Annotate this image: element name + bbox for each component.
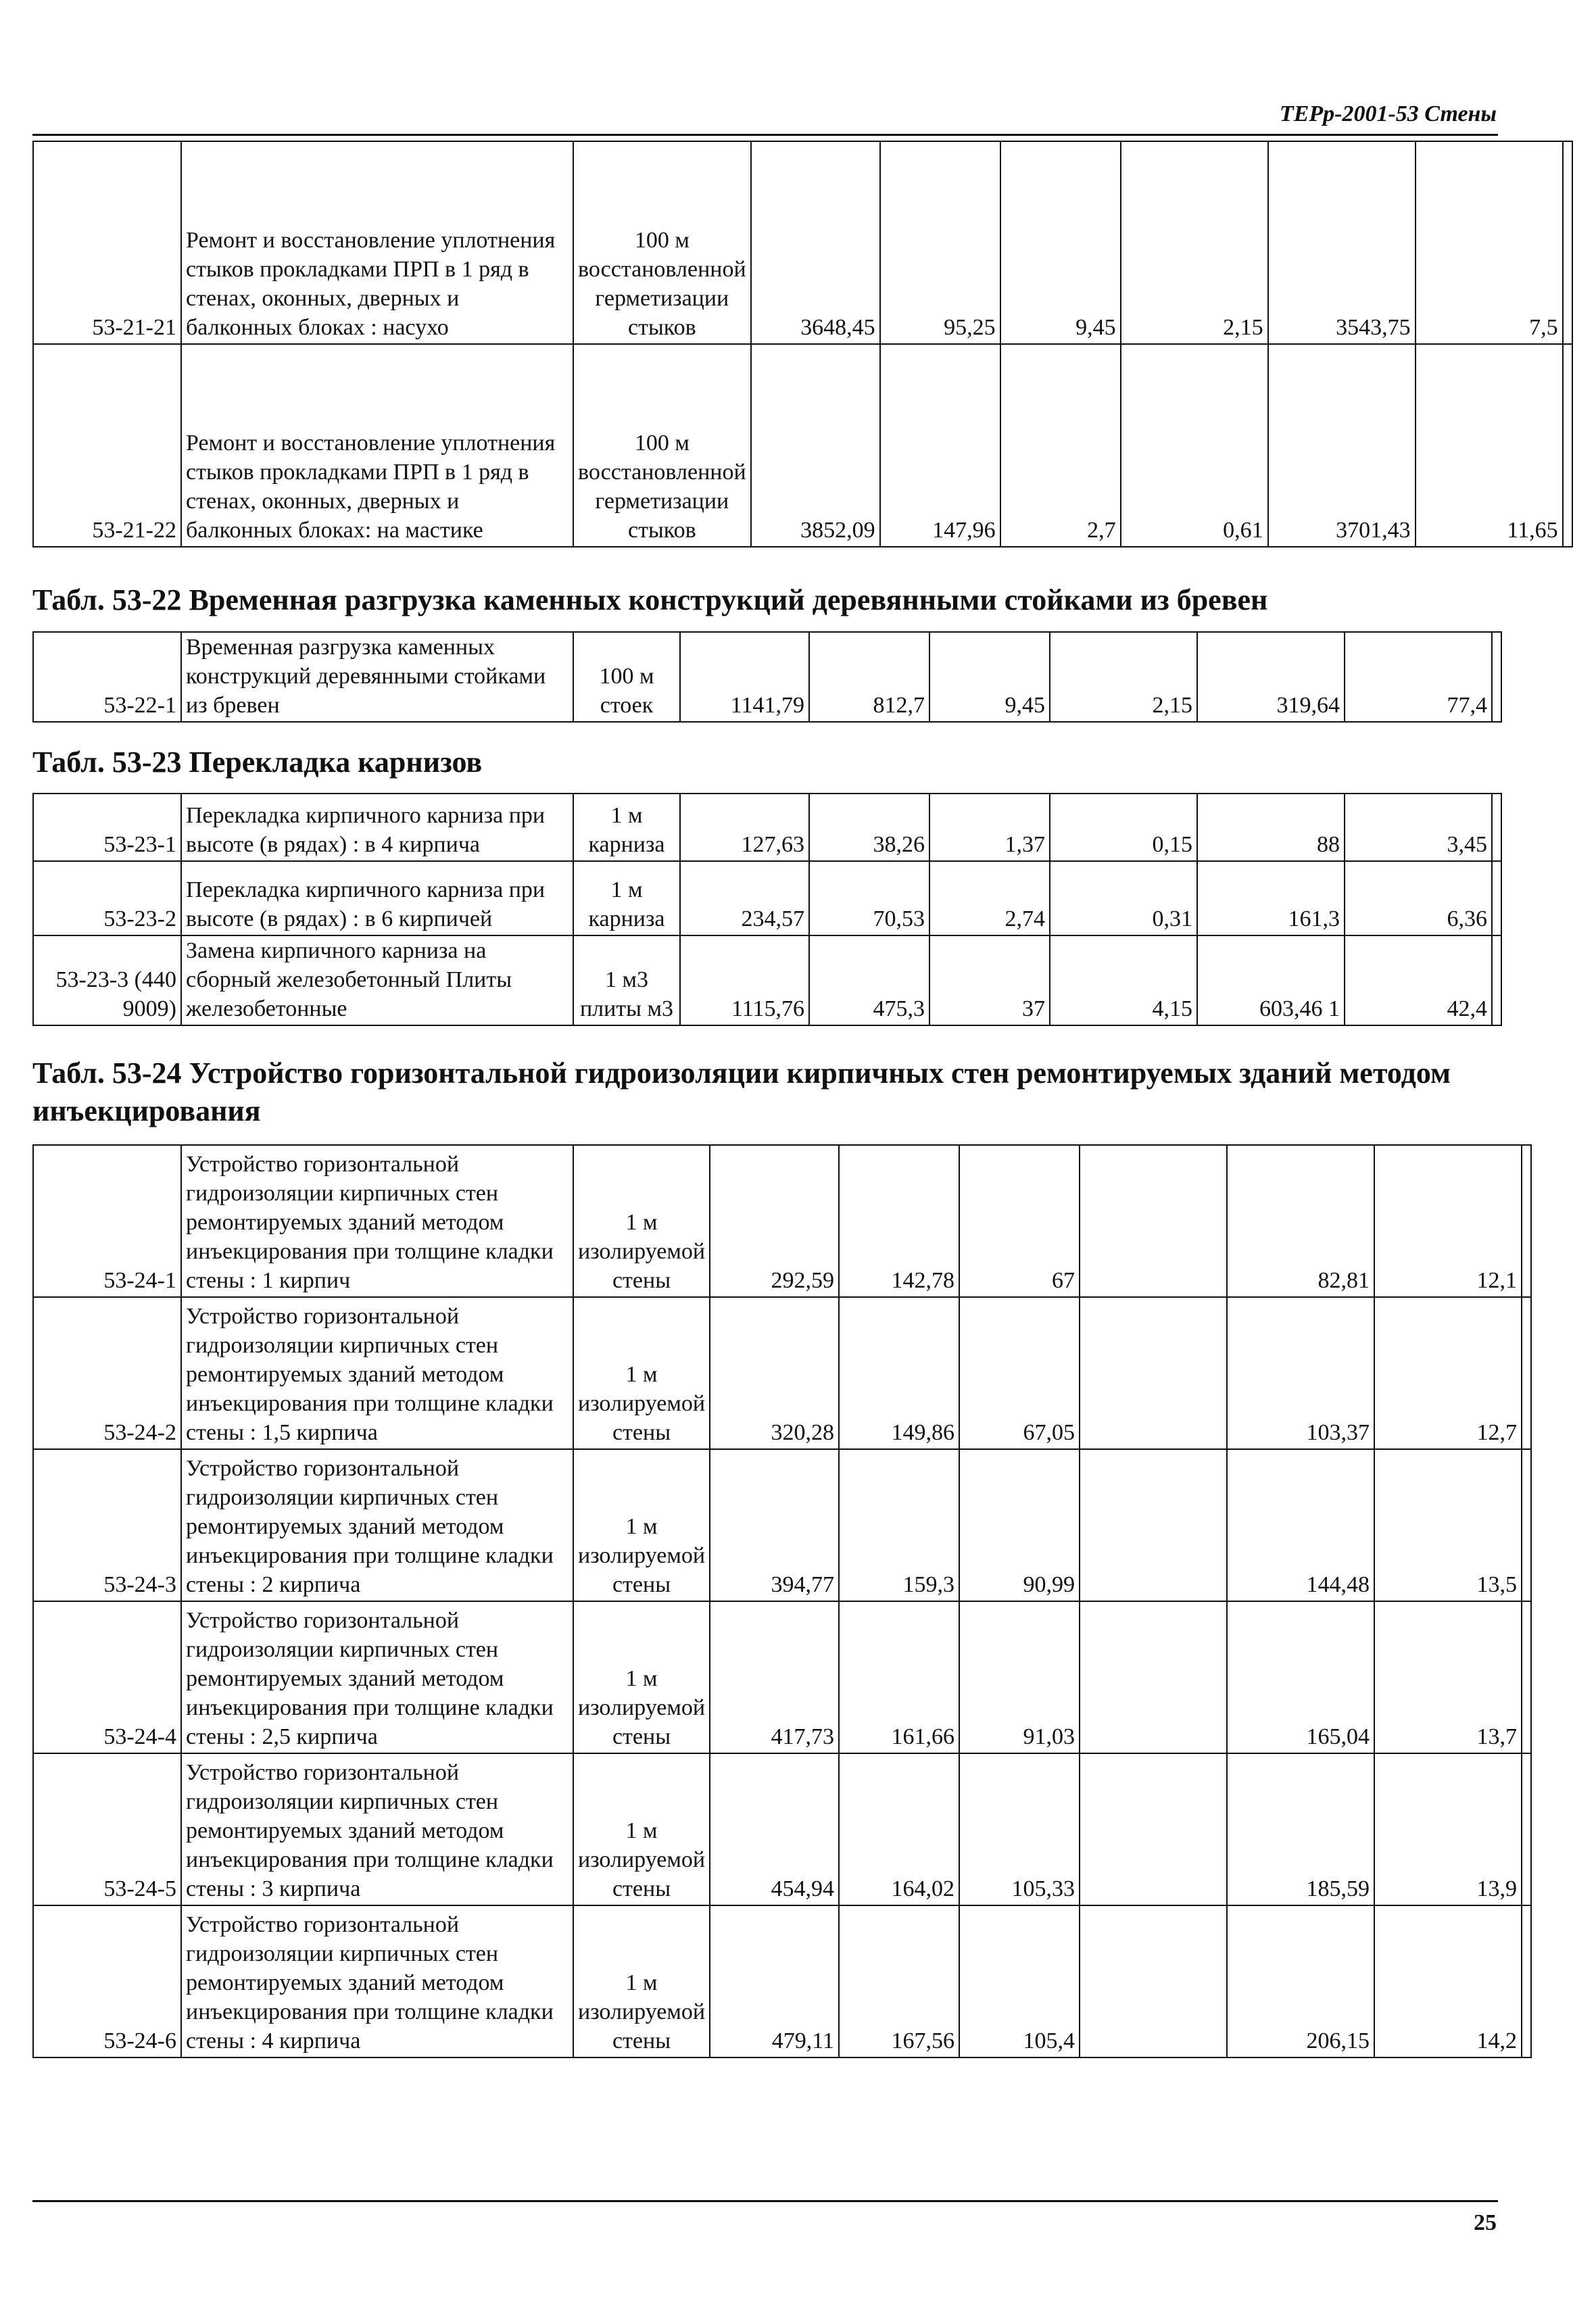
cost-materials: 206,15 bbox=[1227, 1905, 1374, 2057]
table-53-21 bbox=[32, 141, 1573, 547]
section-title-53-23: Табл. 53-23 Перекладка карнизов bbox=[32, 746, 483, 779]
cost-wages: 475,3 bbox=[809, 935, 929, 1025]
cost-machinists-wages: 0,15 bbox=[1050, 794, 1197, 861]
cost-machinists-wages bbox=[1080, 1145, 1227, 1297]
row-name: Устройство горизонтальной гидроизоляции кирпичных стен ремонтируемых зданий методом инъекцирования при толщине кладки стены : 3 кирпича bbox=[181, 1753, 573, 1905]
cost-total: 479,11 bbox=[710, 1905, 839, 2057]
cost-materials: 161,3 bbox=[1197, 861, 1345, 935]
row-unit: 1 м карниза bbox=[573, 861, 680, 935]
row-name: Перекладка кирпичного карниза при высоте (в рядах) : в 6 кирпичей bbox=[181, 861, 573, 935]
cost-machines: 67 bbox=[959, 1145, 1080, 1297]
cost-machinists-wages bbox=[1080, 1601, 1227, 1753]
footer-rule bbox=[32, 2200, 1498, 2202]
row-unit: 1 м изолируемой стены bbox=[573, 1601, 710, 1753]
table-row bbox=[33, 861, 1501, 935]
row-unit: 1 м изолируемой стены bbox=[573, 1297, 710, 1449]
labor-cost: 13,5 bbox=[1374, 1449, 1522, 1601]
cost-materials: 88 bbox=[1197, 794, 1345, 861]
cost-total: 1115,76 bbox=[680, 935, 809, 1025]
row-code: 53-23-3 (440 9009) bbox=[33, 935, 181, 1025]
labor-cost: 14,2 bbox=[1374, 1905, 1522, 2057]
cost-materials: 144,48 bbox=[1227, 1449, 1374, 1601]
table-row bbox=[33, 1753, 1531, 1905]
cost-wages: 38,26 bbox=[809, 794, 929, 861]
cost-machines: 9,45 bbox=[1000, 141, 1121, 344]
row-name: Устройство горизонтальной гидроизоляции кирпичных стен ремонтируемых зданий методом инъекцирования при толщине кладки стены : 1,5 кирпича bbox=[181, 1297, 573, 1449]
cost-machines: 9,45 bbox=[929, 632, 1050, 722]
empty-column-cell bbox=[1522, 1753, 1531, 1905]
cost-wages: 161,66 bbox=[839, 1601, 959, 1753]
empty-column-cell bbox=[1492, 861, 1501, 935]
empty-column-cell bbox=[1522, 1601, 1531, 1753]
empty-column-cell bbox=[1492, 794, 1501, 861]
empty-column-cell bbox=[1563, 344, 1572, 547]
section-title-53-22: Табл. 53-22 Временная разгрузка каменных конструкций деревянными стойками из бревен bbox=[32, 583, 1268, 616]
cost-machines: 105,33 bbox=[959, 1753, 1080, 1905]
row-name: Ремонт и восстановление уплотнения стыков прокладками ПРП в 1 ряд в стенах, оконных, дверных и балконных блоках : насухо bbox=[181, 141, 573, 344]
page-number: 25 bbox=[1474, 2210, 1497, 2235]
row-name: Устройство горизонтальной гидроизоляции кирпичных стен ремонтируемых зданий методом инъекцирования при толщине кладки стены : 1 кирпич bbox=[181, 1145, 573, 1297]
cost-total: 417,73 bbox=[710, 1601, 839, 1753]
cost-total: 234,57 bbox=[680, 861, 809, 935]
row-code: 53-24-6 bbox=[33, 1905, 181, 2057]
cost-wages: 149,86 bbox=[839, 1297, 959, 1449]
cost-materials: 165,04 bbox=[1227, 1601, 1374, 1753]
cost-wages: 147,96 bbox=[880, 344, 1000, 547]
cost-machinists-wages: 0,61 bbox=[1121, 344, 1268, 547]
cost-machines: 105,4 bbox=[959, 1905, 1080, 2057]
empty-column-cell bbox=[1522, 1145, 1531, 1297]
row-unit: 1 м карниза bbox=[573, 794, 680, 861]
empty-column-cell bbox=[1522, 1449, 1531, 1601]
table-row bbox=[33, 1601, 1531, 1753]
table-row bbox=[33, 794, 1501, 861]
labor-cost: 6,36 bbox=[1345, 861, 1492, 935]
row-name: Ремонт и восстановление уплотнения стыков прокладками ПРП в 1 ряд в стенах, оконных, дверных и балконных блоках: на мастике bbox=[181, 344, 573, 547]
row-name: Устройство горизонтальной гидроизоляции кирпичных стен ремонтируемых зданий методом инъекцирования при толщине кладки стены : 2,5 кирпича bbox=[181, 1601, 573, 1753]
row-unit: 1 м изолируемой стены bbox=[573, 1753, 710, 1905]
table-row bbox=[33, 1297, 1531, 1449]
cost-wages: 159,3 bbox=[839, 1449, 959, 1601]
cost-materials: 103,37 bbox=[1227, 1297, 1374, 1449]
cost-total: 320,28 bbox=[710, 1297, 839, 1449]
table-53-24 bbox=[32, 1144, 1532, 2058]
cost-machines: 90,99 bbox=[959, 1449, 1080, 1601]
cost-total: 3852,09 bbox=[751, 344, 880, 547]
cost-machines: 91,03 bbox=[959, 1601, 1080, 1753]
cost-materials: 603,46 1 bbox=[1197, 935, 1345, 1025]
empty-column-cell bbox=[1563, 141, 1572, 344]
row-code: 53-23-2 bbox=[33, 861, 181, 935]
cost-machines: 2,7 bbox=[1000, 344, 1121, 547]
table-53-22 bbox=[32, 631, 1502, 723]
labor-cost: 77,4 bbox=[1345, 632, 1492, 722]
cost-wages: 812,7 bbox=[809, 632, 929, 722]
row-name: Временная разгрузка каменных конструкций деревянными стойками из бревен bbox=[181, 632, 573, 722]
cost-machinists-wages bbox=[1080, 1905, 1227, 2057]
empty-column-cell bbox=[1522, 1905, 1531, 2057]
empty-column-cell bbox=[1522, 1297, 1531, 1449]
labor-cost: 12,7 bbox=[1374, 1297, 1522, 1449]
labor-cost: 11,65 bbox=[1416, 344, 1563, 547]
row-unit: 100 м восстановленной герметизации стыков bbox=[573, 141, 751, 344]
row-code: 53-24-3 bbox=[33, 1449, 181, 1601]
labor-cost: 12,1 bbox=[1374, 1145, 1522, 1297]
cost-total: 454,94 bbox=[710, 1753, 839, 1905]
cost-machinists-wages bbox=[1080, 1753, 1227, 1905]
row-unit: 1 м изолируемой стены bbox=[573, 1145, 710, 1297]
cost-materials: 3701,43 bbox=[1268, 344, 1416, 547]
row-name: Перекладка кирпичного карниза при высоте (в рядах) : в 4 кирпича bbox=[181, 794, 573, 861]
row-unit: 1 м изолируемой стены bbox=[573, 1905, 710, 2057]
cost-machinists-wages: 2,15 bbox=[1121, 141, 1268, 344]
empty-column-cell bbox=[1492, 632, 1501, 722]
row-unit: 1 м изолируемой стены bbox=[573, 1449, 710, 1601]
cost-machinists-wages: 4,15 bbox=[1050, 935, 1197, 1025]
row-name: Замена кирпичного карниза на сборный железобетонный Плиты железобетонные bbox=[181, 935, 573, 1025]
cost-wages: 164,02 bbox=[839, 1753, 959, 1905]
table-row bbox=[33, 632, 1501, 722]
labor-cost: 13,9 bbox=[1374, 1753, 1522, 1905]
labor-cost: 3,45 bbox=[1345, 794, 1492, 861]
row-name: Устройство горизонтальной гидроизоляции кирпичных стен ремонтируемых зданий методом инъекцирования при толщине кладки стены : 4 кирпича bbox=[181, 1905, 573, 2057]
labor-cost: 7,5 bbox=[1416, 141, 1563, 344]
row-code: 53-21-22 bbox=[33, 344, 181, 547]
cost-wages: 70,53 bbox=[809, 861, 929, 935]
cost-total: 1141,79 bbox=[680, 632, 809, 722]
cost-machines: 37 bbox=[929, 935, 1050, 1025]
table-row bbox=[33, 1145, 1531, 1297]
running-header-title: ТЕРр-2001-53 Стены bbox=[1279, 101, 1497, 126]
row-code: 53-22-1 bbox=[33, 632, 181, 722]
cost-materials: 82,81 bbox=[1227, 1145, 1374, 1297]
cost-machinists-wages bbox=[1080, 1297, 1227, 1449]
cost-materials: 319,64 bbox=[1197, 632, 1345, 722]
cost-total: 394,77 bbox=[710, 1449, 839, 1601]
cost-materials: 3543,75 bbox=[1268, 141, 1416, 344]
cost-wages: 142,78 bbox=[839, 1145, 959, 1297]
row-code: 53-23-1 bbox=[33, 794, 181, 861]
cost-total: 127,63 bbox=[680, 794, 809, 861]
row-code: 53-24-1 bbox=[33, 1145, 181, 1297]
cost-wages: 167,56 bbox=[839, 1905, 959, 2057]
empty-column-cell bbox=[1492, 935, 1501, 1025]
cost-materials: 185,59 bbox=[1227, 1753, 1374, 1905]
row-name: Устройство горизонтальной гидроизоляции кирпичных стен ремонтируемых зданий методом инъекцирования при толщине кладки стены : 2 кирпича bbox=[181, 1449, 573, 1601]
section-title-53-24: Табл. 53-24 Устройство горизонтальной гидроизоляции кирпичных стен ремонтируемых зданий методом инъекцирования bbox=[32, 1056, 1451, 1127]
cost-machines: 1,37 bbox=[929, 794, 1050, 861]
table-row bbox=[33, 1449, 1531, 1601]
cost-machines: 67,05 bbox=[959, 1297, 1080, 1449]
row-unit: 100 м восстановленной герметизации стыков bbox=[573, 344, 751, 547]
labor-cost: 13,7 bbox=[1374, 1601, 1522, 1753]
table-row bbox=[33, 1905, 1531, 2057]
cost-machinists-wages: 0,31 bbox=[1050, 861, 1197, 935]
labor-cost: 42,4 bbox=[1345, 935, 1492, 1025]
row-unit: 1 м3 плиты м3 bbox=[573, 935, 680, 1025]
row-code: 53-21-21 bbox=[33, 141, 181, 344]
cost-machines: 2,74 bbox=[929, 861, 1050, 935]
row-code: 53-24-4 bbox=[33, 1601, 181, 1753]
row-unit: 100 м стоек bbox=[573, 632, 680, 722]
row-code: 53-24-5 bbox=[33, 1753, 181, 1905]
row-code: 53-24-2 bbox=[33, 1297, 181, 1449]
table-53-23 bbox=[32, 793, 1502, 1026]
cost-wages: 95,25 bbox=[880, 141, 1000, 344]
header-rule bbox=[32, 134, 1498, 136]
cost-machinists-wages: 2,15 bbox=[1050, 632, 1197, 722]
table-row bbox=[33, 344, 1572, 547]
table-row bbox=[33, 935, 1501, 1025]
cost-total: 3648,45 bbox=[751, 141, 880, 344]
cost-total: 292,59 bbox=[710, 1145, 839, 1297]
table-row bbox=[33, 141, 1572, 344]
cost-machinists-wages bbox=[1080, 1449, 1227, 1601]
